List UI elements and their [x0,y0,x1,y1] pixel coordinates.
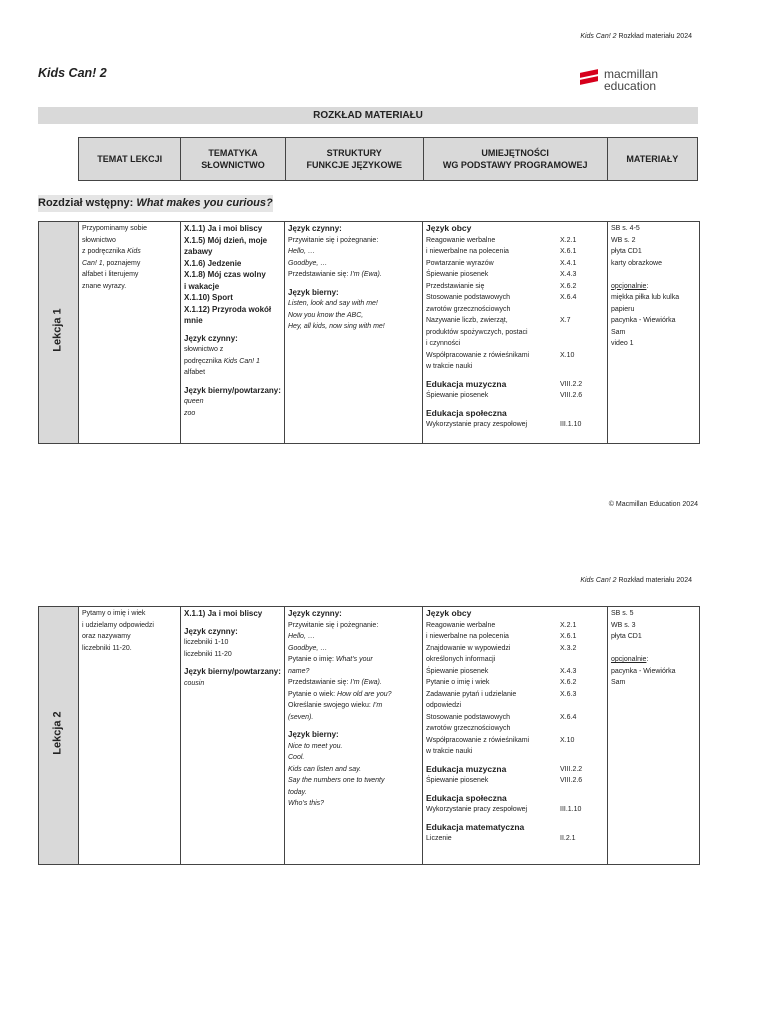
skill-code: X.4.3 [560,271,577,278]
logo-line2: education [604,79,657,93]
lesson-1-label: Lekcja 1 [51,308,64,352]
lesson-1-table [38,221,700,444]
lesson-2-structures: Język czynny: Przywitanie się i pożegnanie: Hello, … Goodbye, … Pytanie o imię: What’s your name? Przedstawianie się: I’m (Ewa). Pytanie o wiek: How old are you? Określanie swojego wieku: I’m (seven). Język bierny: Nice to meet you. Cool. Kids can listen and say. Say the numbers one to twenty today. Who’s this? [285,607,423,865]
skill-line: Znajdowanie w wypowiedzi [426,644,511,652]
col-materials-header: MATERIAŁY [626,154,679,164]
skill-code: X.6.2 [560,679,577,686]
skill-code: X.6.4 [560,294,577,301]
header-book-title: Kids Can! 2 [580,33,617,40]
skill-code: X.6.4 [560,713,577,721]
lesson-2-topic: Pytamy o imię i wiek i udzielamy odpowiedzi oraz nazywamy liczebniki 11-20. [79,607,181,865]
skill-code [560,793,604,805]
skill-line: Śpiewanie piosenek [426,777,489,784]
skill-line: Stosowanie podstawowych [426,713,511,721]
col-topic-header: TEMAT LEKCJI [79,138,181,180]
header-book-title-2: Kids Can! 2 [580,577,617,584]
skill-line: określonych informacji [426,656,496,663]
header-rest: Rozkład materiału 2024 [616,33,692,40]
skill-line: Powtarzanie wyrazów [426,259,494,267]
lesson-2-label: Lekcja 2 [51,711,64,755]
skill-code: X.10 [560,351,575,359]
skill-line: Liczenie [426,835,452,842]
lesson-2-vocab: X.1.1) Ja i moi bliscy Język czynny: liczebniki 1-10 liczebniki 11-20 Język bierny/powtarzany: cousin [181,607,285,865]
skill-heading: Edukacja społeczna [426,407,507,418]
skill-line: Śpiewanie piosenek [426,271,489,278]
skill-line: Współpracowanie z rówieśnikami [426,736,530,744]
skill-code: X.3.2 [560,644,577,652]
copyright: © Macmillan Education 2024 [608,501,698,508]
skill-code: X.4.3 [560,667,577,675]
skill-line: Pytanie o imię i wiek [426,679,490,686]
lesson-2-materials: SB s. 5 WB s. 3 płyta CD1 opcjonalnie: pacynka - Wiewiórka Sam [608,607,700,865]
chapter-heading [38,195,273,212]
skill-code [560,746,604,758]
skill-code: III.1.10 [560,421,582,428]
skill-line: i niewerbalne na polecenia [426,248,509,255]
skill-line: w trakcie nauki [426,748,473,755]
skill-code: X.2.1 [560,621,577,629]
lesson-1-label-cell [39,222,79,444]
skill-line: Współpracowanie z rówieśnikami [426,351,530,359]
macmillan-logo-icon [580,71,598,85]
col-structures-header: STRUKTURY FUNKCJE JĘZYKOWE [286,138,424,180]
chapter-prefix: Rozdział wstępny: [38,197,137,209]
lesson-1-topic: Przypominamy sobie słownictwo z podręcznika Kids Can! 1, poznajemy alfabet i literujemy znane wyrazy. [79,222,181,444]
document-title: Kids Can! 2 [38,66,107,80]
skill-code [560,723,604,735]
skill-line: Śpiewanie piosenek [426,667,489,675]
skill-heading: Edukacja muzyczna [426,763,507,774]
skill-line: Wykorzystanie pracy zespołowej [426,421,528,428]
skill-line: Nazywanie liczb, zwierząt, [426,317,508,324]
skill-line: Przedstawianie się [426,282,485,290]
chapter-name: What makes you curious? [136,197,273,209]
skill-line: Śpiewanie piosenek [426,392,489,399]
skill-code [560,608,604,620]
lesson-2-label-cell [39,607,79,865]
col-skills-header: UMIEJĘTNOŚCI WG PODSTAWY PROGRAMOWEJ [424,138,608,180]
skill-line: Wykorzystanie pracy zespołowej [426,806,528,813]
skill-code [560,338,604,350]
skill-line: i czynności [426,340,461,347]
column-header-row [78,137,698,181]
header-rest-2: Rozkład materiału 2024 [616,577,692,584]
skill-line: zwrotów grzecznościowych [426,725,511,732]
skill-code: II.2.1 [560,835,576,842]
lesson-1-vocab: X.1.1) Ja i moi bliscy X.1.5) Mój dzień, moje zabawy X.1.6) Jedzenie X.1.8) Mój czas wolny i wakacje X.1.10) Sport X.1.12) Przyroda wokół mnie Język czynny: słownictwo z podręcznika Kids Can! 1 alfabet Język bierny/powtarzany: queen zoo [181,222,285,444]
skill-heading: Język obcy [426,223,472,233]
skill-code [560,654,604,666]
skill-line: i niewerbalne na polecenia [426,633,509,640]
skill-code: VIII.2.6 [560,777,583,784]
skill-heading: Edukacja społeczna [426,792,507,803]
skill-line: Reagowanie werbalne [426,236,496,244]
skill-code [560,822,604,834]
skill-heading: Edukacja muzyczna [426,378,507,389]
skill-code: X.6.2 [560,282,577,290]
skill-code [560,223,604,235]
skill-line: Reagowanie werbalne [426,621,496,629]
logo-line1: macmillan [604,67,659,81]
section-title: ROZKŁAD MATERIAŁU [38,107,698,124]
skill-heading: Język obcy [426,608,472,618]
lesson-2-skills [423,607,608,865]
skill-line: odpowiedzi [426,702,462,709]
lesson-1-skills [423,222,608,444]
skill-code: VIII.2.6 [560,392,583,399]
skill-line: zwrotów grzecznościowych [426,305,511,313]
skill-heading: Edukacja matematyczna [426,821,525,832]
lesson-1-structures: Język czynny: Przywitanie się i pożegnanie: Hello, … Goodbye, … Przedstawianie się: I’m (Ewa). Język bierny: Listen, look and say with me! Now you know the ABC, Hey, all kids, now sing with me! [285,222,423,444]
skill-code [560,361,604,373]
skill-line: produktów spożywczych, postaci [426,328,528,336]
skill-code [560,700,604,712]
skill-code: X.2.1 [560,236,577,244]
skill-code: X.6.1 [560,248,577,255]
skill-code: X.4.1 [560,259,577,267]
skill-code [560,304,604,316]
skill-line: w trakcie nauki [426,363,473,370]
skill-line: Zadawanie pytań i udzielanie [426,690,517,698]
skill-code [560,408,604,420]
skill-code: X.10 [560,736,575,744]
skill-code: X.6.1 [560,633,577,640]
macmillan-logo [580,68,680,96]
col-vocab-header: TEMATYKA SŁOWNICTWO [181,138,285,180]
lesson-2-table [38,606,700,865]
running-header [580,33,692,40]
lesson-1-materials: SB s. 4-5 WB s. 2 płyta CD1 karty obrazkowe opcjonalnie: miękka piłka lub kulka papieru pacynka - Wiewiórka Sam video 1 [608,222,700,444]
skill-code: X.6.3 [560,690,577,698]
skill-code: X.7 [560,317,571,324]
skill-code [560,327,604,339]
skill-line: Stosowanie podstawowych [426,294,511,301]
skill-code: III.1.10 [560,806,582,813]
skill-code: VIII.2.2 [560,765,583,773]
skill-code: VIII.2.2 [560,380,583,388]
running-header-2 [580,577,692,584]
